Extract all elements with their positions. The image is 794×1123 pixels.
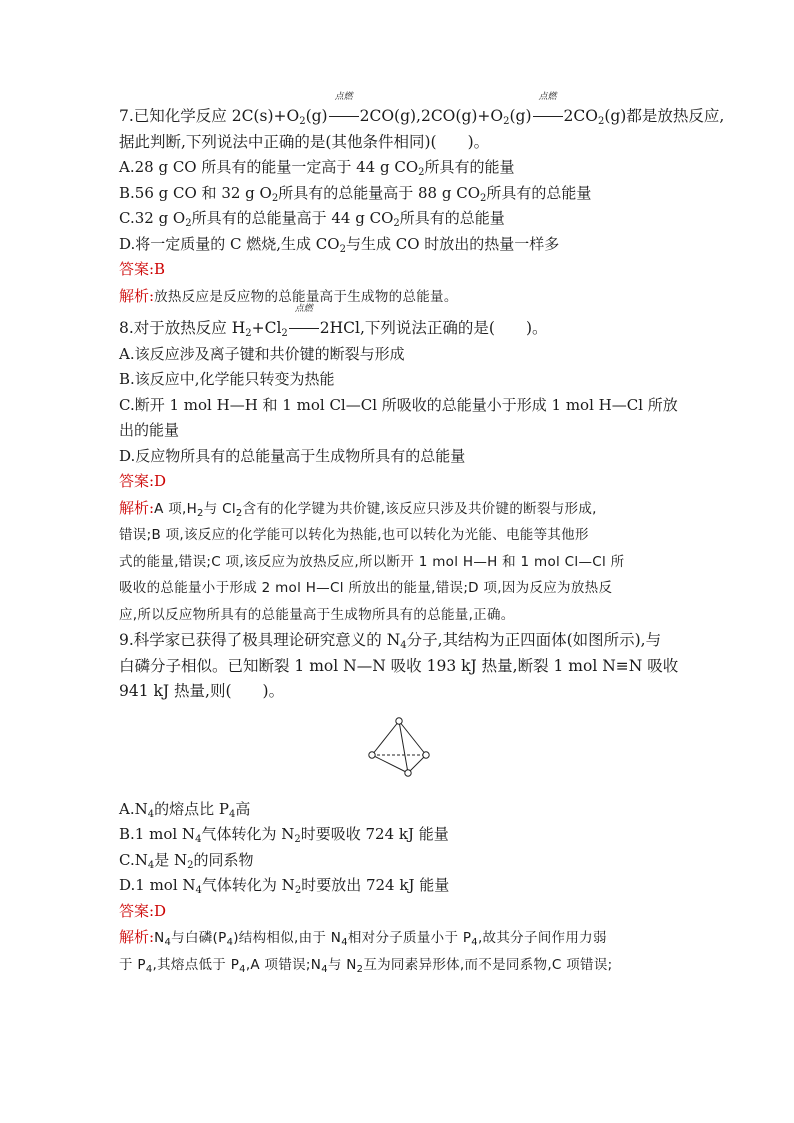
q7-explanation: 解析:放热反应是反应物的总能量高于生成物的总能量。	[119, 286, 458, 305]
q9-option-b: B.1 mol $N_4$气体转化为 $N_2$时要吸收 724 kJ 能量	[119, 825, 449, 845]
q7-option-d: D.将一定质量的 C 燃烧,生成 $CO_2$与生成 CO 时放出的热量一样多	[119, 234, 560, 255]
q8-option-a: A.该反应涉及离子键和共价键的断裂与形成	[119, 344, 405, 363]
question-page	[119, 92, 725, 978]
reaction-condition: 点燃	[533, 104, 563, 130]
q7-answer: 答案:B	[119, 260, 166, 278]
q8-option-c-line1: C.断开 1 mol H—H 和 1 mol Cl—Cl 所吸收的总能量小于形成 1 mol H—Cl 所放	[119, 395, 678, 414]
q9-stem-line2: 白磷分子相似。已知断裂 1 mol N—N 吸收 193 kJ 热量,断裂 1 mol N≡N 吸收	[119, 656, 679, 675]
q9-option-d: D.1 mol $N_4$气体转化为 $N_2$时要放出 724 kJ 能量	[119, 876, 450, 896]
q7-option-b: B.56 g CO 和 32 g $O_2$所具有的总能量高于 88 g $CO_2$所具有的总能量	[119, 183, 592, 204]
q8-option-b: B.该反应中,化学能只转变为热能	[119, 370, 335, 388]
q8-option-d: D.反应物所具有的总能量高于生成物所具有的总能量	[119, 446, 466, 465]
q9-stem-line1: 9.科学家已获得了极具理论研究意义的 $N_4$分子,其结构为正四面体(如图所示),与	[119, 631, 662, 651]
q9-explanation-line1: 解析$:N_4$与白磷$(P_4)$结构相似,由于 $N_4$相对分子质量小于 $P_4$,故其分子间作用力弱	[119, 928, 607, 948]
n4-tetrahedron-diagram	[368, 717, 430, 779]
q8-answer: 答案:D	[119, 472, 167, 490]
q7-stem-line2: 据此判断,下列说法中正确的是(其他条件相同)( )。	[119, 132, 490, 151]
reaction-condition: 点燃	[289, 316, 319, 342]
tetrahedron-figure	[119, 705, 679, 797]
q8-explanation-line5: 应,所以反应物所具有的总能量高于生成物所具有的总能量,正确。	[119, 606, 515, 623]
q9-answer: 答案:D	[119, 901, 167, 920]
q9-explanation-line2: 于 $P_4$,其熔点低于 $P_4,A$ 项错误$;N_4$与 $N_2$互为同素异形体,而不是同系物,C 项错误;	[119, 956, 613, 975]
q8-option-c-line2: 出的能量	[119, 421, 180, 439]
q7-stem-line1: 7.已知化学反应 $2C(s)+O_2(g)$ 点燃 $2CO(g),2CO(g)+O_2(g)$ 点燃 $2CO_2(g)$都是放热反应,	[119, 104, 679, 130]
q9-option-c: $C.N_4$是 $N_2$的同系物	[119, 850, 254, 871]
q9-stem-line3: 941 kJ 热量,则( )。	[119, 682, 285, 700]
q8-explanation-line1: 解析:A 项$,H_2$与 $Cl_2$含有的化学键为共价键,该反应只涉及共价键的断裂与形成,	[119, 498, 597, 519]
q7-option-c: C.32 g $O_2$所具有的总能量高于 44 g $CO_2$所具有的总能量	[119, 209, 505, 229]
q8-explanation-line4: 吸收的总能量小于形成 2 mol H—Cl 所放出的能量,错误;D 项,因为反应为放热反	[119, 580, 613, 596]
reaction-condition: 点燃	[329, 104, 359, 130]
q8-stem: 8.对于放热反应 $H_2+Cl_2$ 点燃 2HCl,下列说法正确的是( )。	[119, 316, 679, 342]
q9-option-a: $A.N_4$的熔点比 $P_4$高	[119, 799, 251, 820]
q8-explanation-line3: 式的能量,错误;C 项,该反应为放热反应,所以断开 1 mol H—H 和 1 mol Cl—Cl 所	[119, 553, 625, 570]
q7-option-a: A.28 g CO 所具有的能量一定高于 44 g $CO_2$所具有的能量	[119, 158, 515, 178]
q8-explanation-line2: 错误;B 项,该反应的化学能可以转化为热能,也可以转化为光能、电能等其他形	[119, 527, 589, 543]
